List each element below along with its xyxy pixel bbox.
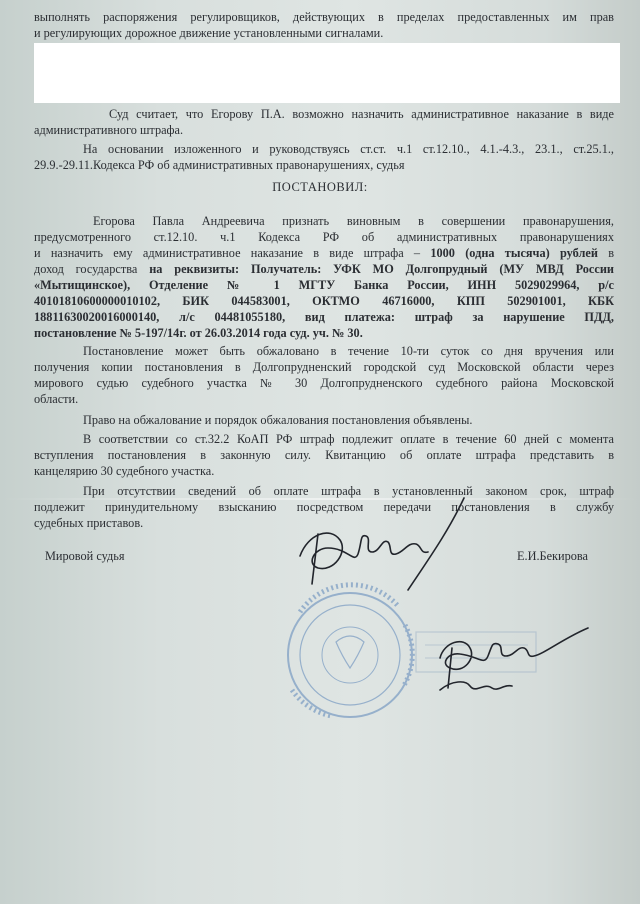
text-line: Суд считает, что Егорову П.А. возможно назначить административное наказание в виде <box>109 107 614 121</box>
text-line: канцелярию 30 судебного участка. <box>34 464 215 478</box>
signer-title: Мировой судья <box>45 549 125 563</box>
text-line: административного штрафа. <box>34 123 184 137</box>
text-line: «Мытищинское), Отделение № 1 МГТУ Банка России, ИНН 5029029964, р/с <box>34 278 614 292</box>
text-line: мирового судью судебного участка № 30 Долгопрудненского судебного района Московской <box>34 376 614 390</box>
text-span: в <box>608 246 615 260</box>
text-line: предусмотренного ст.12.10. ч.1 Кодекса РФ об административных правонарушениях <box>34 230 614 244</box>
faint-stamp-box <box>416 632 536 672</box>
text-line: При отсутствии сведений об оплате штрафа в установленный законом срок, штраф <box>83 484 614 498</box>
text-line: вступления постановления в законную силу. Квитанцию об оплате штрафа представить в <box>34 448 614 462</box>
text-line: Егорова Павла Андреевича признать виновным в совершении правонарушения, <box>93 214 614 228</box>
text-line: и регулирующих дорожное движение установленными сигналами. <box>34 26 384 40</box>
text-span: доход государства <box>34 262 138 276</box>
court-stamp <box>288 585 412 717</box>
text-span: и назначить ему административное наказание в виде штрафа – <box>34 246 421 260</box>
text-line: Постановление может быть обжаловано в течение 10-ти суток со дня вручения или <box>83 344 614 358</box>
text-line: 29.9.-29.11.Кодекса РФ об административных правонарушениях, судья <box>34 158 405 172</box>
text-line: подлежит принудительному взысканию посредством передачи постановления в службу <box>34 500 614 514</box>
signer-name: Е.И.Бекирова <box>517 549 589 563</box>
text-line: Право на обжалование и порядок обжалования постановления объявлены. <box>83 413 473 427</box>
text-line: постановление № 5-197/14г. от 26.03.2014 года суд. уч. № 30. <box>34 326 363 340</box>
text-line: получения копии постановления в Долгопрудненский городской суд Московской области через <box>34 360 614 374</box>
text-line: области. <box>34 392 79 406</box>
section-heading: ПОСТАНОВИЛ: <box>272 180 368 194</box>
text-line: судебных приставов. <box>34 516 144 530</box>
fine-amount: 1000 (одна тысяча) рублей <box>430 246 598 260</box>
payment-details: на реквизиты: Получатель: УФК МО Долгопрудный (МУ МВД России <box>149 262 615 276</box>
text-line: выполнять распоряжения регулировщиков, действующих в пределах предоставленных им прав <box>34 10 614 24</box>
text-line: 40101810600000010102, БИК 044583001, ОКТМО 46716000, КПП 502901001, КБК <box>34 294 614 308</box>
text-line: В соответствии со ст.32.2 КоАП РФ штраф подлежит оплате в течение 60 дней с момента <box>83 432 614 446</box>
text-line: 18811630020016000140, л/с 04481055180, вид платежа: штраф за нарушение ПДД, <box>34 310 614 324</box>
text-line: На основании изложенного и руководствуясь ст.ст. ч.1 ст.12.10., 4.1.-4.3., 23.1., ст.25.1., <box>83 142 614 156</box>
